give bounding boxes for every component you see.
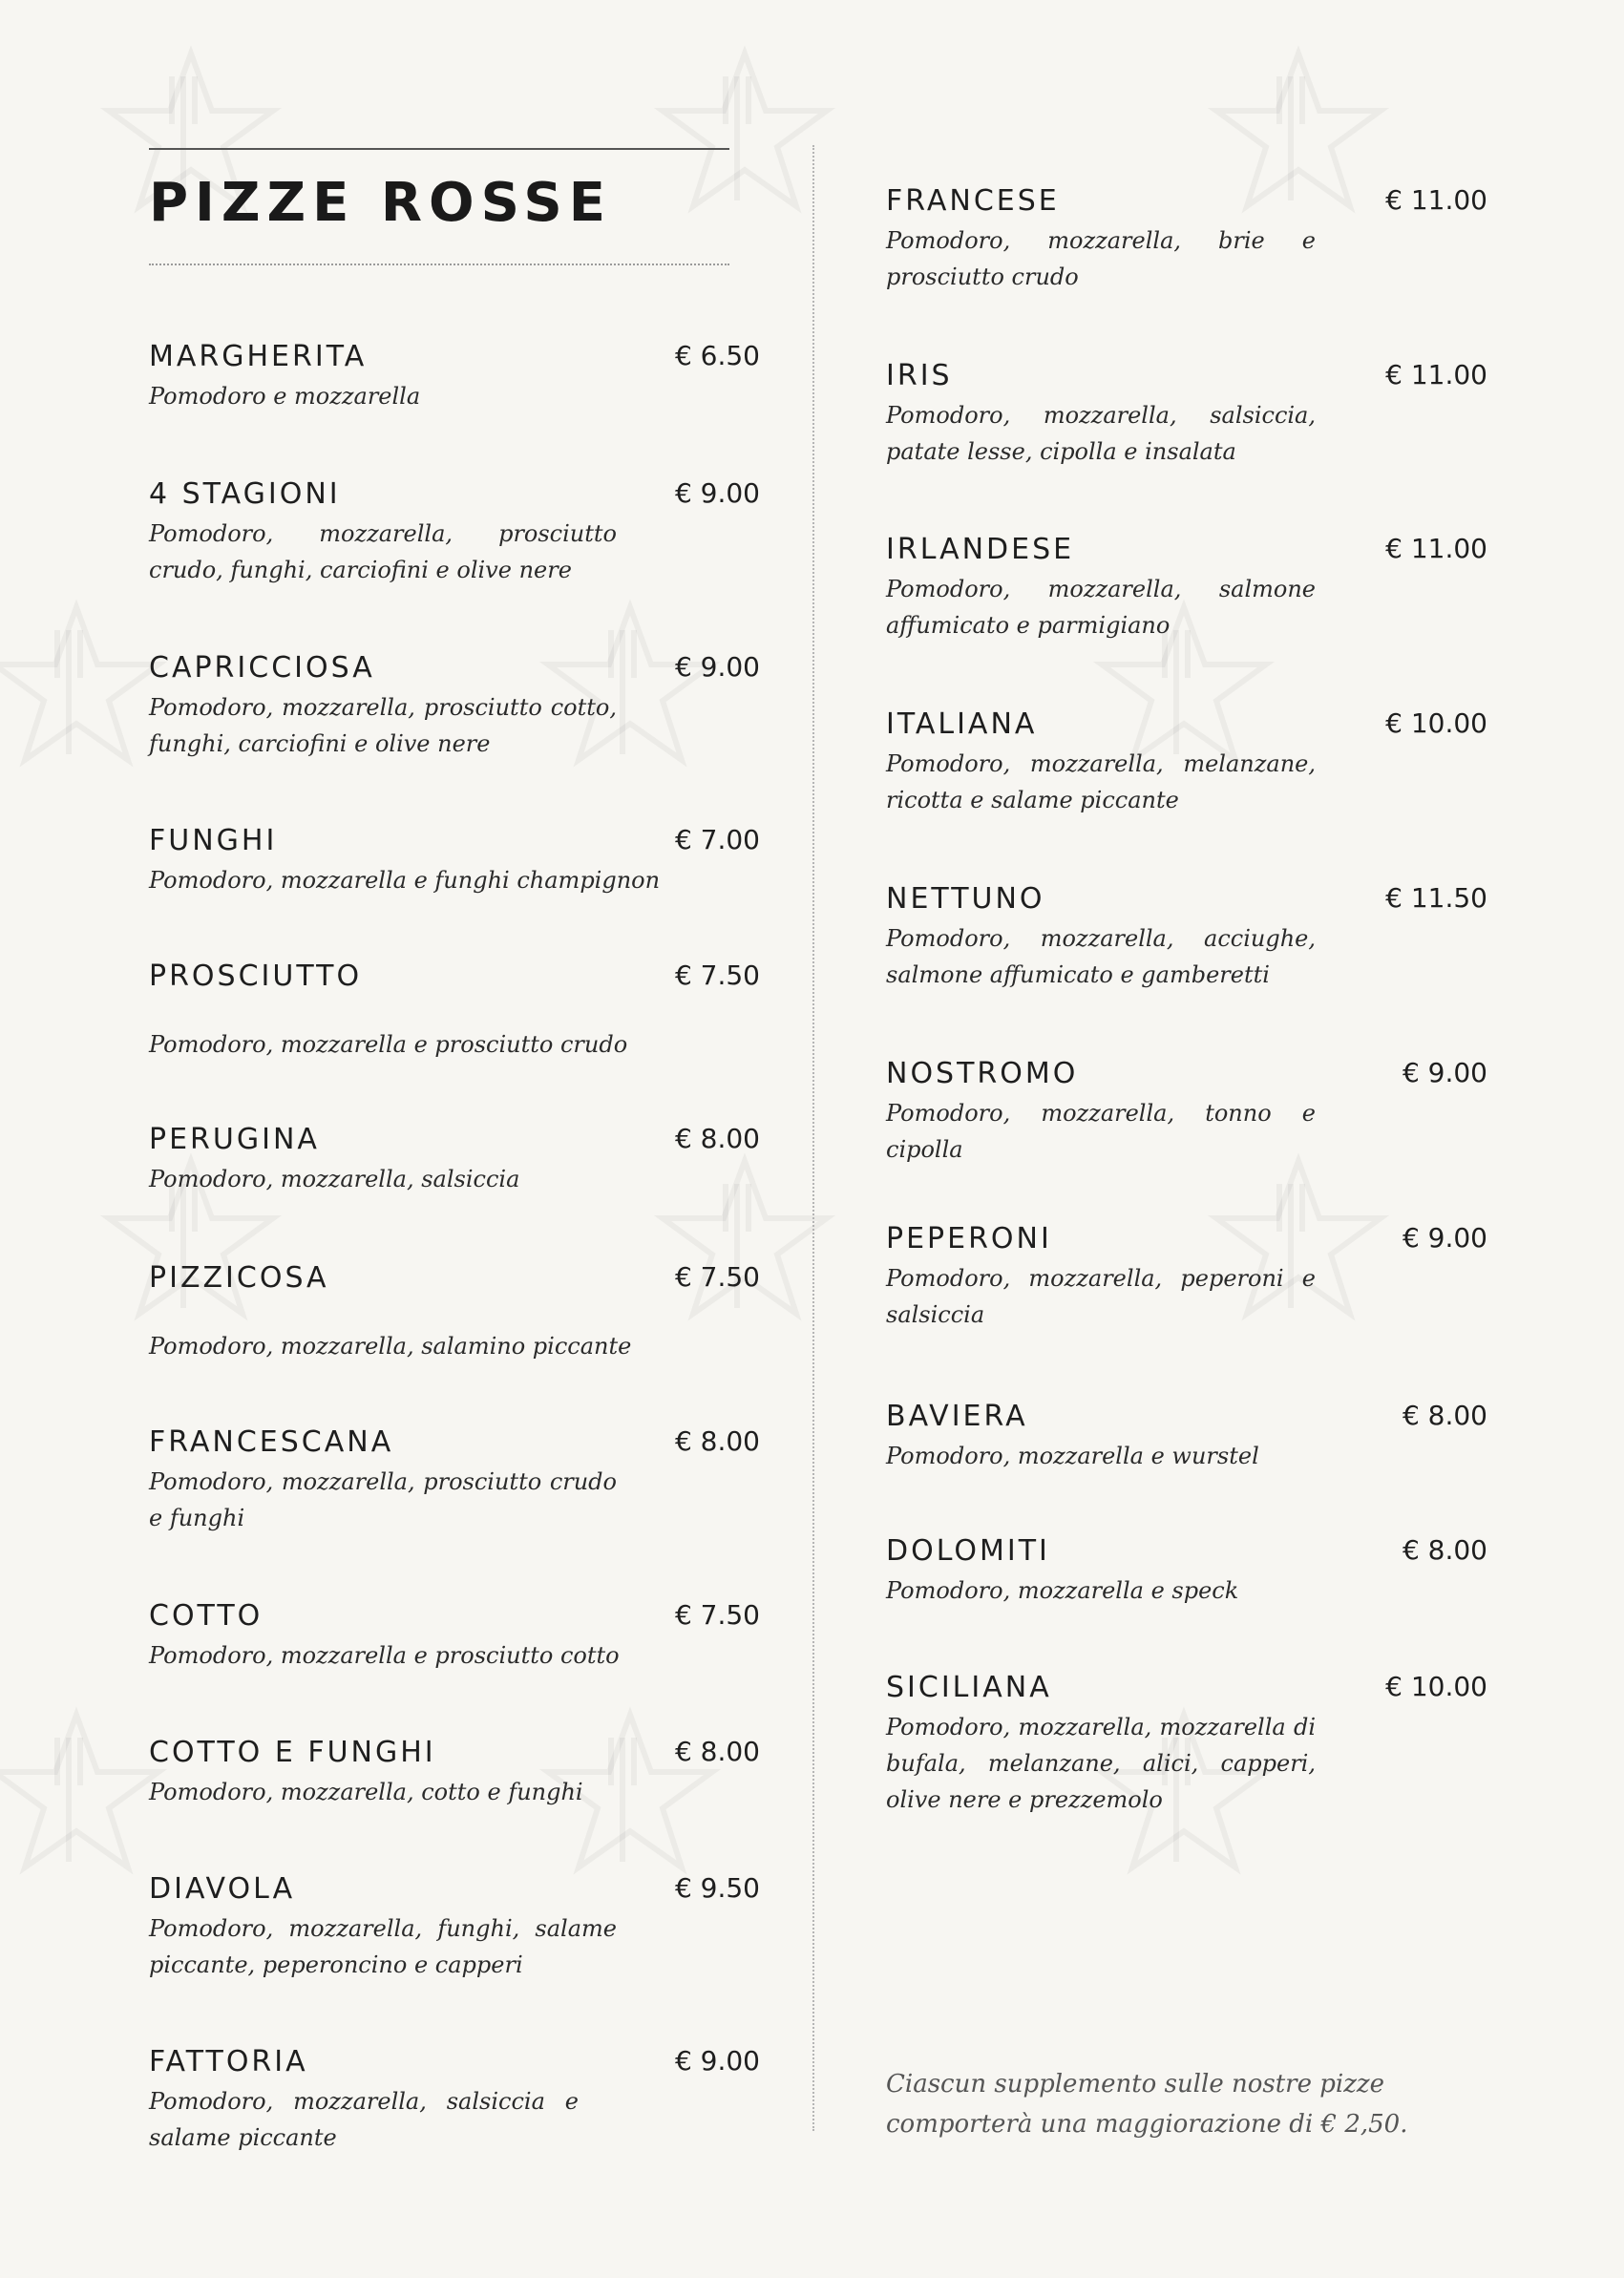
item-description: Pomodoro, mozzarella, salsiccia e salame piccante xyxy=(149,2088,579,2151)
item-name: FATTORIA xyxy=(149,2045,308,2078)
item-name: 4 STAGIONI xyxy=(149,477,341,511)
item-price: € 9.00 xyxy=(674,2045,760,2077)
item-name: PIZZICOSA xyxy=(149,1261,329,1295)
item-price: € 11.00 xyxy=(1385,533,1487,564)
item-description: Pomodoro, mozzarella, mozzarella di bufala, melanzane, alici, capperi, olive nere e prezzemolo xyxy=(886,1714,1316,1813)
section-title: PIZZE ROSSE xyxy=(149,172,612,234)
item-description: Pomodoro, mozzarella, funghi, salame piccante, peperoncino e capperi xyxy=(149,1915,617,1978)
item-description: Pomodoro, mozzarella, prosciutto crudo e funghi xyxy=(149,1468,617,1531)
item-price: € 7.50 xyxy=(674,960,760,991)
item-name: COTTO xyxy=(149,1599,264,1633)
item-description: Pomodoro, mozzarella e prosciutto cotto xyxy=(149,1642,620,1669)
item-name: ITALIANA xyxy=(886,707,1038,741)
item-price: € 8.00 xyxy=(674,1425,760,1457)
item-name: NETTUNO xyxy=(886,882,1045,916)
item-description: Pomodoro, mozzarella, prosciutto crudo, funghi, carciofini e olive nere xyxy=(149,520,617,583)
watermark-fork-star-icon xyxy=(1203,38,1394,229)
item-description: Pomodoro, mozzarella, salsiccia, patate lesse, cipolla e insalata xyxy=(886,402,1316,465)
item-name: IRLANDESE xyxy=(886,533,1075,566)
item-price: € 9.50 xyxy=(674,1872,760,1904)
item-name: NOSTROMO xyxy=(886,1057,1079,1090)
item-description: Pomodoro, mozzarella e prosciutto crudo xyxy=(149,1031,628,1058)
item-name: SICILIANA xyxy=(886,1671,1052,1704)
item-price: € 10.00 xyxy=(1385,1671,1487,1702)
item-name: FUNGHI xyxy=(149,824,278,857)
item-name: FRANCESE xyxy=(886,184,1060,218)
watermark-fork-star-icon xyxy=(0,1699,172,1890)
item-name: BAVIERA xyxy=(886,1400,1028,1433)
item-price: € 8.00 xyxy=(674,1123,760,1154)
item-price: € 9.00 xyxy=(1402,1057,1487,1088)
item-description: Pomodoro, mozzarella, prosciutto cotto, funghi, carciofini e olive nere xyxy=(149,694,617,757)
item-price: € 11.50 xyxy=(1385,882,1487,914)
item-name: FRANCESCANA xyxy=(149,1425,394,1459)
item-name: DIAVOLA xyxy=(149,1872,296,1906)
item-description: Pomodoro, mozzarella, cotto e funghi xyxy=(149,1779,583,1805)
item-name: PERUGINA xyxy=(149,1123,320,1156)
title-dotted-rule xyxy=(149,264,729,265)
watermark-fork-star-icon xyxy=(0,592,172,783)
item-name: IRIS xyxy=(886,359,953,392)
item-price: € 8.00 xyxy=(674,1736,760,1767)
item-name: COTTO E FUNGHI xyxy=(149,1736,436,1769)
item-price: € 9.00 xyxy=(674,651,760,683)
item-price: € 9.00 xyxy=(674,477,760,509)
item-description: Pomodoro, mozzarella, melanzane, ricotta e salame piccante xyxy=(886,750,1316,813)
item-description: Pomodoro e mozzarella xyxy=(149,383,421,410)
item-description: Pomodoro, mozzarella e funghi champignon xyxy=(149,867,661,894)
item-description: Pomodoro, mozzarella, acciughe, salmone affumicato e gamberetti xyxy=(886,925,1316,988)
item-price: € 8.00 xyxy=(1402,1400,1487,1431)
item-description: Pomodoro, mozzarella, salmone affumicato e parmigiano xyxy=(886,576,1316,639)
item-description: Pomodoro, mozzarella, brie e prosciutto crudo xyxy=(886,227,1316,290)
item-price: € 11.00 xyxy=(1385,184,1487,216)
item-price: € 7.00 xyxy=(674,824,760,855)
item-price: € 7.50 xyxy=(674,1599,760,1631)
item-price: € 11.00 xyxy=(1385,359,1487,390)
item-price: € 9.00 xyxy=(1402,1222,1487,1254)
item-name: CAPRICCIOSA xyxy=(149,651,375,685)
item-description: Pomodoro, mozzarella e wurstel xyxy=(886,1443,1259,1469)
top-rule xyxy=(149,148,729,150)
column-divider xyxy=(812,145,814,2131)
item-name: PEPERONI xyxy=(886,1222,1052,1255)
item-name: MARGHERITA xyxy=(149,340,368,373)
item-price: € 8.00 xyxy=(1402,1534,1487,1566)
item-price: € 7.50 xyxy=(674,1261,760,1293)
item-name: DOLOMITI xyxy=(886,1534,1050,1568)
watermark-fork-star-icon xyxy=(649,38,840,229)
item-description: Pomodoro, mozzarella, tonno e cipolla xyxy=(886,1100,1316,1163)
item-price: € 10.00 xyxy=(1385,707,1487,739)
item-description: Pomodoro, mozzarella e speck xyxy=(886,1577,1239,1604)
item-description: Pomodoro, mozzarella, salsiccia xyxy=(149,1166,520,1192)
item-name: PROSCIUTTO xyxy=(149,960,363,993)
item-description: Pomodoro, mozzarella, peperoni e salsiccia xyxy=(886,1265,1316,1328)
item-description: Pomodoro, mozzarella, salamino piccante xyxy=(149,1333,632,1360)
item-price: € 6.50 xyxy=(674,340,760,371)
supplement-note: Ciascun supplemento sulle nostre pizze comporterà una maggiorazione di € 2,50. xyxy=(886,2070,1408,2139)
